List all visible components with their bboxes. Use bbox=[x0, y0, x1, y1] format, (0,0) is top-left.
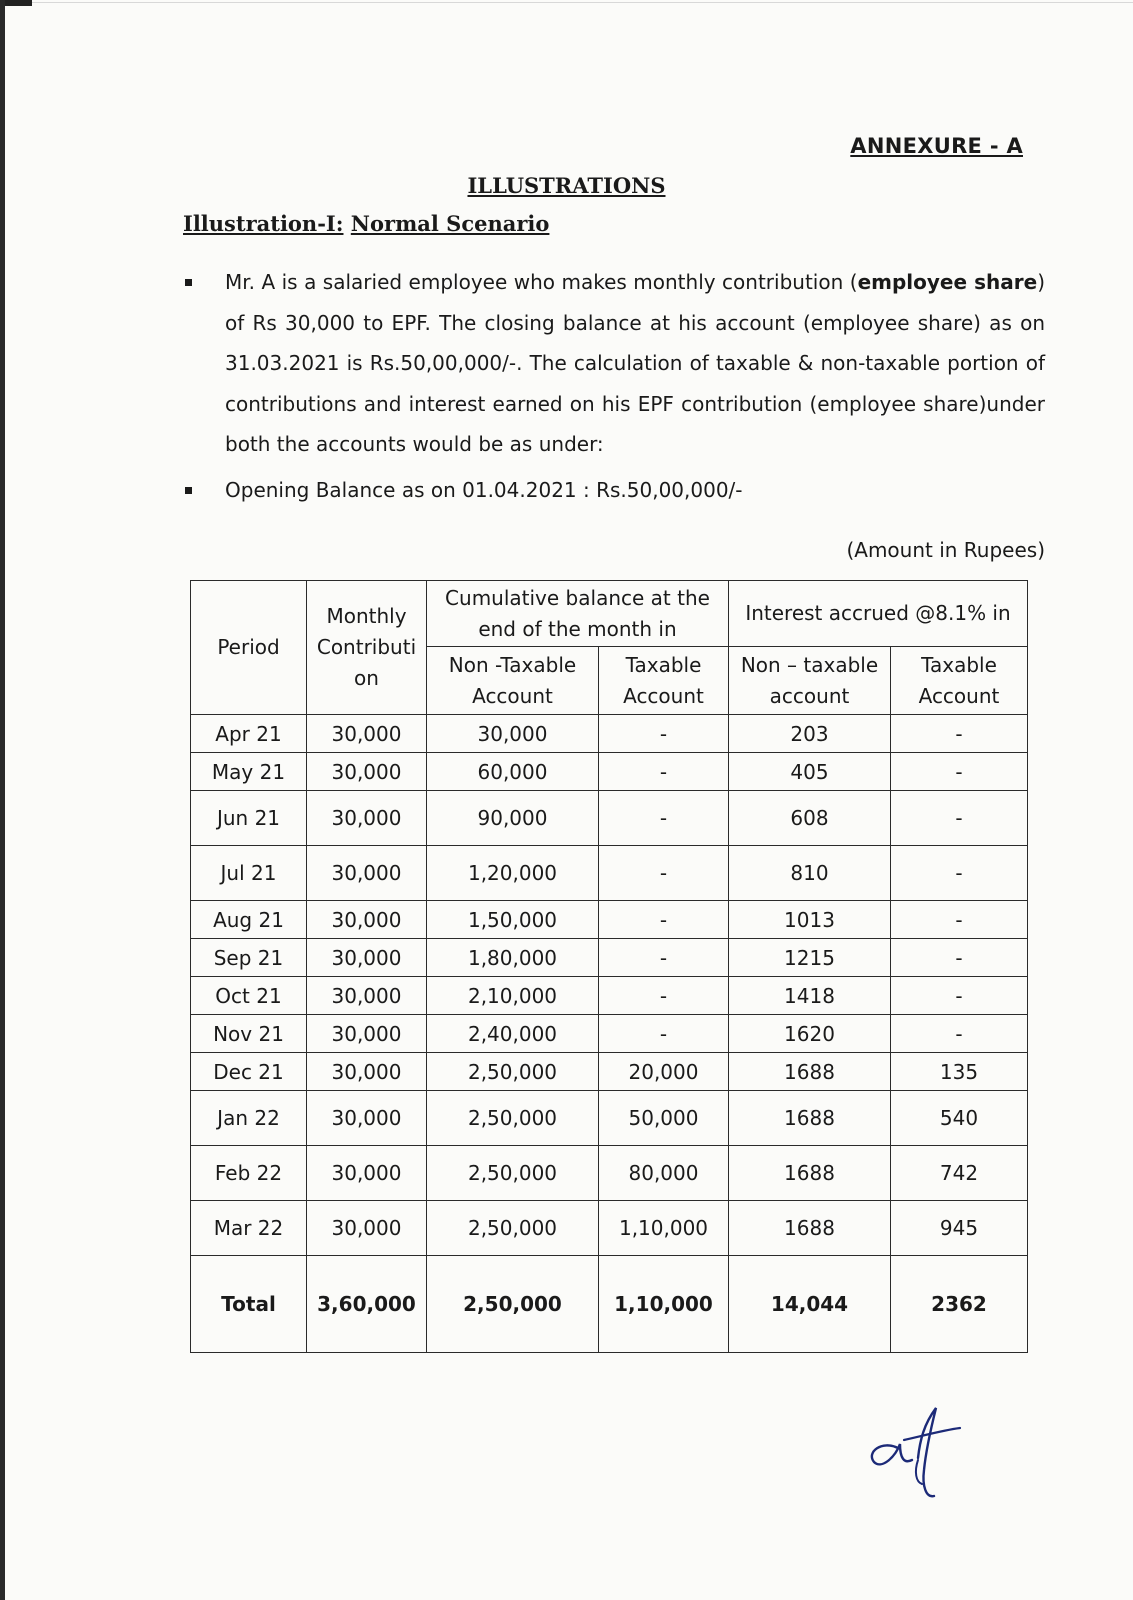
header-interest-accrued: Interest accrued @8.1% in bbox=[729, 581, 1028, 647]
total-taxable-interest: 2362 bbox=[891, 1256, 1028, 1353]
table-row bbox=[191, 1015, 1028, 1053]
scan-edge-left bbox=[0, 0, 5, 1600]
cell-non-taxable-balance: 2,50,000 bbox=[427, 1146, 599, 1201]
table-row bbox=[191, 1053, 1028, 1091]
bullet-paragraph-2: Opening Balance as on 01.04.2021 : Rs.50,00,000/- bbox=[183, 470, 1045, 511]
illustration-name: Normal Scenario bbox=[350, 211, 550, 236]
cell-taxable-balance: 1,10,000 bbox=[599, 1201, 729, 1256]
total-label: Total bbox=[191, 1256, 307, 1353]
signature-mark bbox=[860, 1400, 970, 1510]
cell-monthly: 30,000 bbox=[307, 753, 427, 791]
cell-taxable-interest: 742 bbox=[891, 1146, 1028, 1201]
cell-non-taxable-balance: 90,000 bbox=[427, 791, 599, 846]
cell-monthly: 30,000 bbox=[307, 977, 427, 1015]
table-row bbox=[191, 1146, 1028, 1201]
cell-monthly: 30,000 bbox=[307, 939, 427, 977]
total-taxable-balance: 1,10,000 bbox=[599, 1256, 729, 1353]
cell-non-taxable-balance: 2,50,000 bbox=[427, 1091, 599, 1146]
cell-taxable-balance: 50,000 bbox=[599, 1091, 729, 1146]
cell-period: Nov 21 bbox=[191, 1015, 307, 1053]
header-period: Period bbox=[191, 581, 307, 715]
cell-taxable-interest: - bbox=[891, 715, 1028, 753]
table-row bbox=[191, 1091, 1028, 1146]
total-monthly: 3,60,000 bbox=[307, 1256, 427, 1353]
table-row bbox=[191, 791, 1028, 846]
header-taxable-interest: Taxable Account bbox=[891, 647, 1028, 715]
cell-non-taxable-interest: 1215 bbox=[729, 939, 891, 977]
cell-non-taxable-balance: 2,10,000 bbox=[427, 977, 599, 1015]
cell-period: Aug 21 bbox=[191, 901, 307, 939]
cell-taxable-balance: - bbox=[599, 939, 729, 977]
bullet-list bbox=[183, 262, 1045, 510]
cell-taxable-balance: - bbox=[599, 715, 729, 753]
header-non-taxable-interest: Non – taxable account bbox=[729, 647, 891, 715]
cell-taxable-interest: - bbox=[891, 939, 1028, 977]
cell-non-taxable-interest: 1688 bbox=[729, 1053, 891, 1091]
cell-non-taxable-interest: 1418 bbox=[729, 977, 891, 1015]
cell-non-taxable-balance: 2,50,000 bbox=[427, 1201, 599, 1256]
cell-non-taxable-interest: 608 bbox=[729, 791, 891, 846]
page-title: ILLUSTRATIONS bbox=[467, 173, 666, 198]
illustration-prefix: Illustration-I: bbox=[183, 211, 344, 236]
cell-taxable-interest: - bbox=[891, 901, 1028, 939]
cell-non-taxable-interest: 1688 bbox=[729, 1146, 891, 1201]
cell-non-taxable-interest: 810 bbox=[729, 846, 891, 901]
header-taxable-account: Taxable Account bbox=[599, 647, 729, 715]
table-row bbox=[191, 901, 1028, 939]
illustration-heading bbox=[183, 211, 549, 236]
cell-monthly: 30,000 bbox=[307, 1015, 427, 1053]
epf-table bbox=[190, 580, 1028, 1353]
para1-bold: employee share bbox=[857, 270, 1038, 294]
para1-part1: Mr. A is a salaried employee who makes monthly contribution ( bbox=[225, 270, 858, 294]
cell-taxable-interest: - bbox=[891, 977, 1028, 1015]
cell-taxable-balance: 20,000 bbox=[599, 1053, 729, 1091]
cell-period: Jan 22 bbox=[191, 1091, 307, 1146]
table-row bbox=[191, 1201, 1028, 1256]
cell-non-taxable-interest: 1688 bbox=[729, 1091, 891, 1146]
table-row bbox=[191, 846, 1028, 901]
cell-non-taxable-interest: 203 bbox=[729, 715, 891, 753]
cell-non-taxable-interest: 1620 bbox=[729, 1015, 891, 1053]
cell-non-taxable-balance: 1,50,000 bbox=[427, 901, 599, 939]
cell-period: Mar 22 bbox=[191, 1201, 307, 1256]
amount-note: (Amount in Rupees) bbox=[846, 538, 1045, 562]
cell-taxable-balance: - bbox=[599, 753, 729, 791]
cell-period: Sep 21 bbox=[191, 939, 307, 977]
cell-monthly: 30,000 bbox=[307, 791, 427, 846]
cell-period: Jun 21 bbox=[191, 791, 307, 846]
cell-non-taxable-interest: 1013 bbox=[729, 901, 891, 939]
para1-part2: ) of Rs 30,000 to EPF. The closing balance at his account (employee share) as on 31.03.2021 is Rs.50,00,000/-. The calculation of taxable & non-taxable portion of contributions and interest earned on his EPF contribution (employee share)under both the accounts would be as under: bbox=[225, 270, 1046, 456]
scan-line-top bbox=[32, 2, 1133, 3]
header-non-taxable-account: Non -Taxable Account bbox=[427, 647, 599, 715]
table-row bbox=[191, 977, 1028, 1015]
cell-taxable-balance: - bbox=[599, 901, 729, 939]
cell-taxable-balance: 80,000 bbox=[599, 1146, 729, 1201]
total-non-taxable-interest: 14,044 bbox=[729, 1256, 891, 1353]
cell-taxable-interest: 135 bbox=[891, 1053, 1028, 1091]
cell-non-taxable-balance: 2,50,000 bbox=[427, 1053, 599, 1091]
cell-taxable-balance: - bbox=[599, 846, 729, 901]
cell-period: Oct 21 bbox=[191, 977, 307, 1015]
cell-period: Jul 21 bbox=[191, 846, 307, 901]
total-non-taxable-balance: 2,50,000 bbox=[427, 1256, 599, 1353]
cell-period: Apr 21 bbox=[191, 715, 307, 753]
cell-non-taxable-balance: 1,20,000 bbox=[427, 846, 599, 901]
cell-monthly: 30,000 bbox=[307, 1201, 427, 1256]
cell-monthly: 30,000 bbox=[307, 715, 427, 753]
cell-non-taxable-balance: 2,40,000 bbox=[427, 1015, 599, 1053]
cell-non-taxable-balance: 60,000 bbox=[427, 753, 599, 791]
cell-non-taxable-balance: 30,000 bbox=[427, 715, 599, 753]
header-cumulative-balance: Cumulative balance at the end of the month in bbox=[427, 581, 729, 647]
table-row bbox=[191, 939, 1028, 977]
cell-taxable-interest: - bbox=[891, 791, 1028, 846]
cell-non-taxable-balance: 1,80,000 bbox=[427, 939, 599, 977]
cell-taxable-balance: - bbox=[599, 977, 729, 1015]
cell-taxable-interest: - bbox=[891, 753, 1028, 791]
cell-taxable-balance: - bbox=[599, 791, 729, 846]
header-monthly-contribution: Monthly Contributi on bbox=[307, 581, 427, 715]
cell-taxable-balance: - bbox=[599, 1015, 729, 1053]
table-row bbox=[191, 753, 1028, 791]
cell-monthly: 30,000 bbox=[307, 901, 427, 939]
cell-monthly: 30,000 bbox=[307, 1091, 427, 1146]
cell-non-taxable-interest: 1688 bbox=[729, 1201, 891, 1256]
cell-monthly: 30,000 bbox=[307, 1146, 427, 1201]
cell-taxable-interest: - bbox=[891, 846, 1028, 901]
cell-period: Dec 21 bbox=[191, 1053, 307, 1091]
bullet-paragraph-1 bbox=[183, 262, 1045, 465]
cell-monthly: 30,000 bbox=[307, 1053, 427, 1091]
cell-monthly: 30,000 bbox=[307, 846, 427, 901]
annexure-label: ANNEXURE - A bbox=[850, 134, 1023, 158]
cell-period: May 21 bbox=[191, 753, 307, 791]
cell-period: Feb 22 bbox=[191, 1146, 307, 1201]
table-row bbox=[191, 715, 1028, 753]
total-row bbox=[191, 1256, 1028, 1353]
cell-taxable-interest: 540 bbox=[891, 1091, 1028, 1146]
cell-taxable-interest: 945 bbox=[891, 1201, 1028, 1256]
cell-taxable-interest: - bbox=[891, 1015, 1028, 1053]
cell-non-taxable-interest: 405 bbox=[729, 753, 891, 791]
